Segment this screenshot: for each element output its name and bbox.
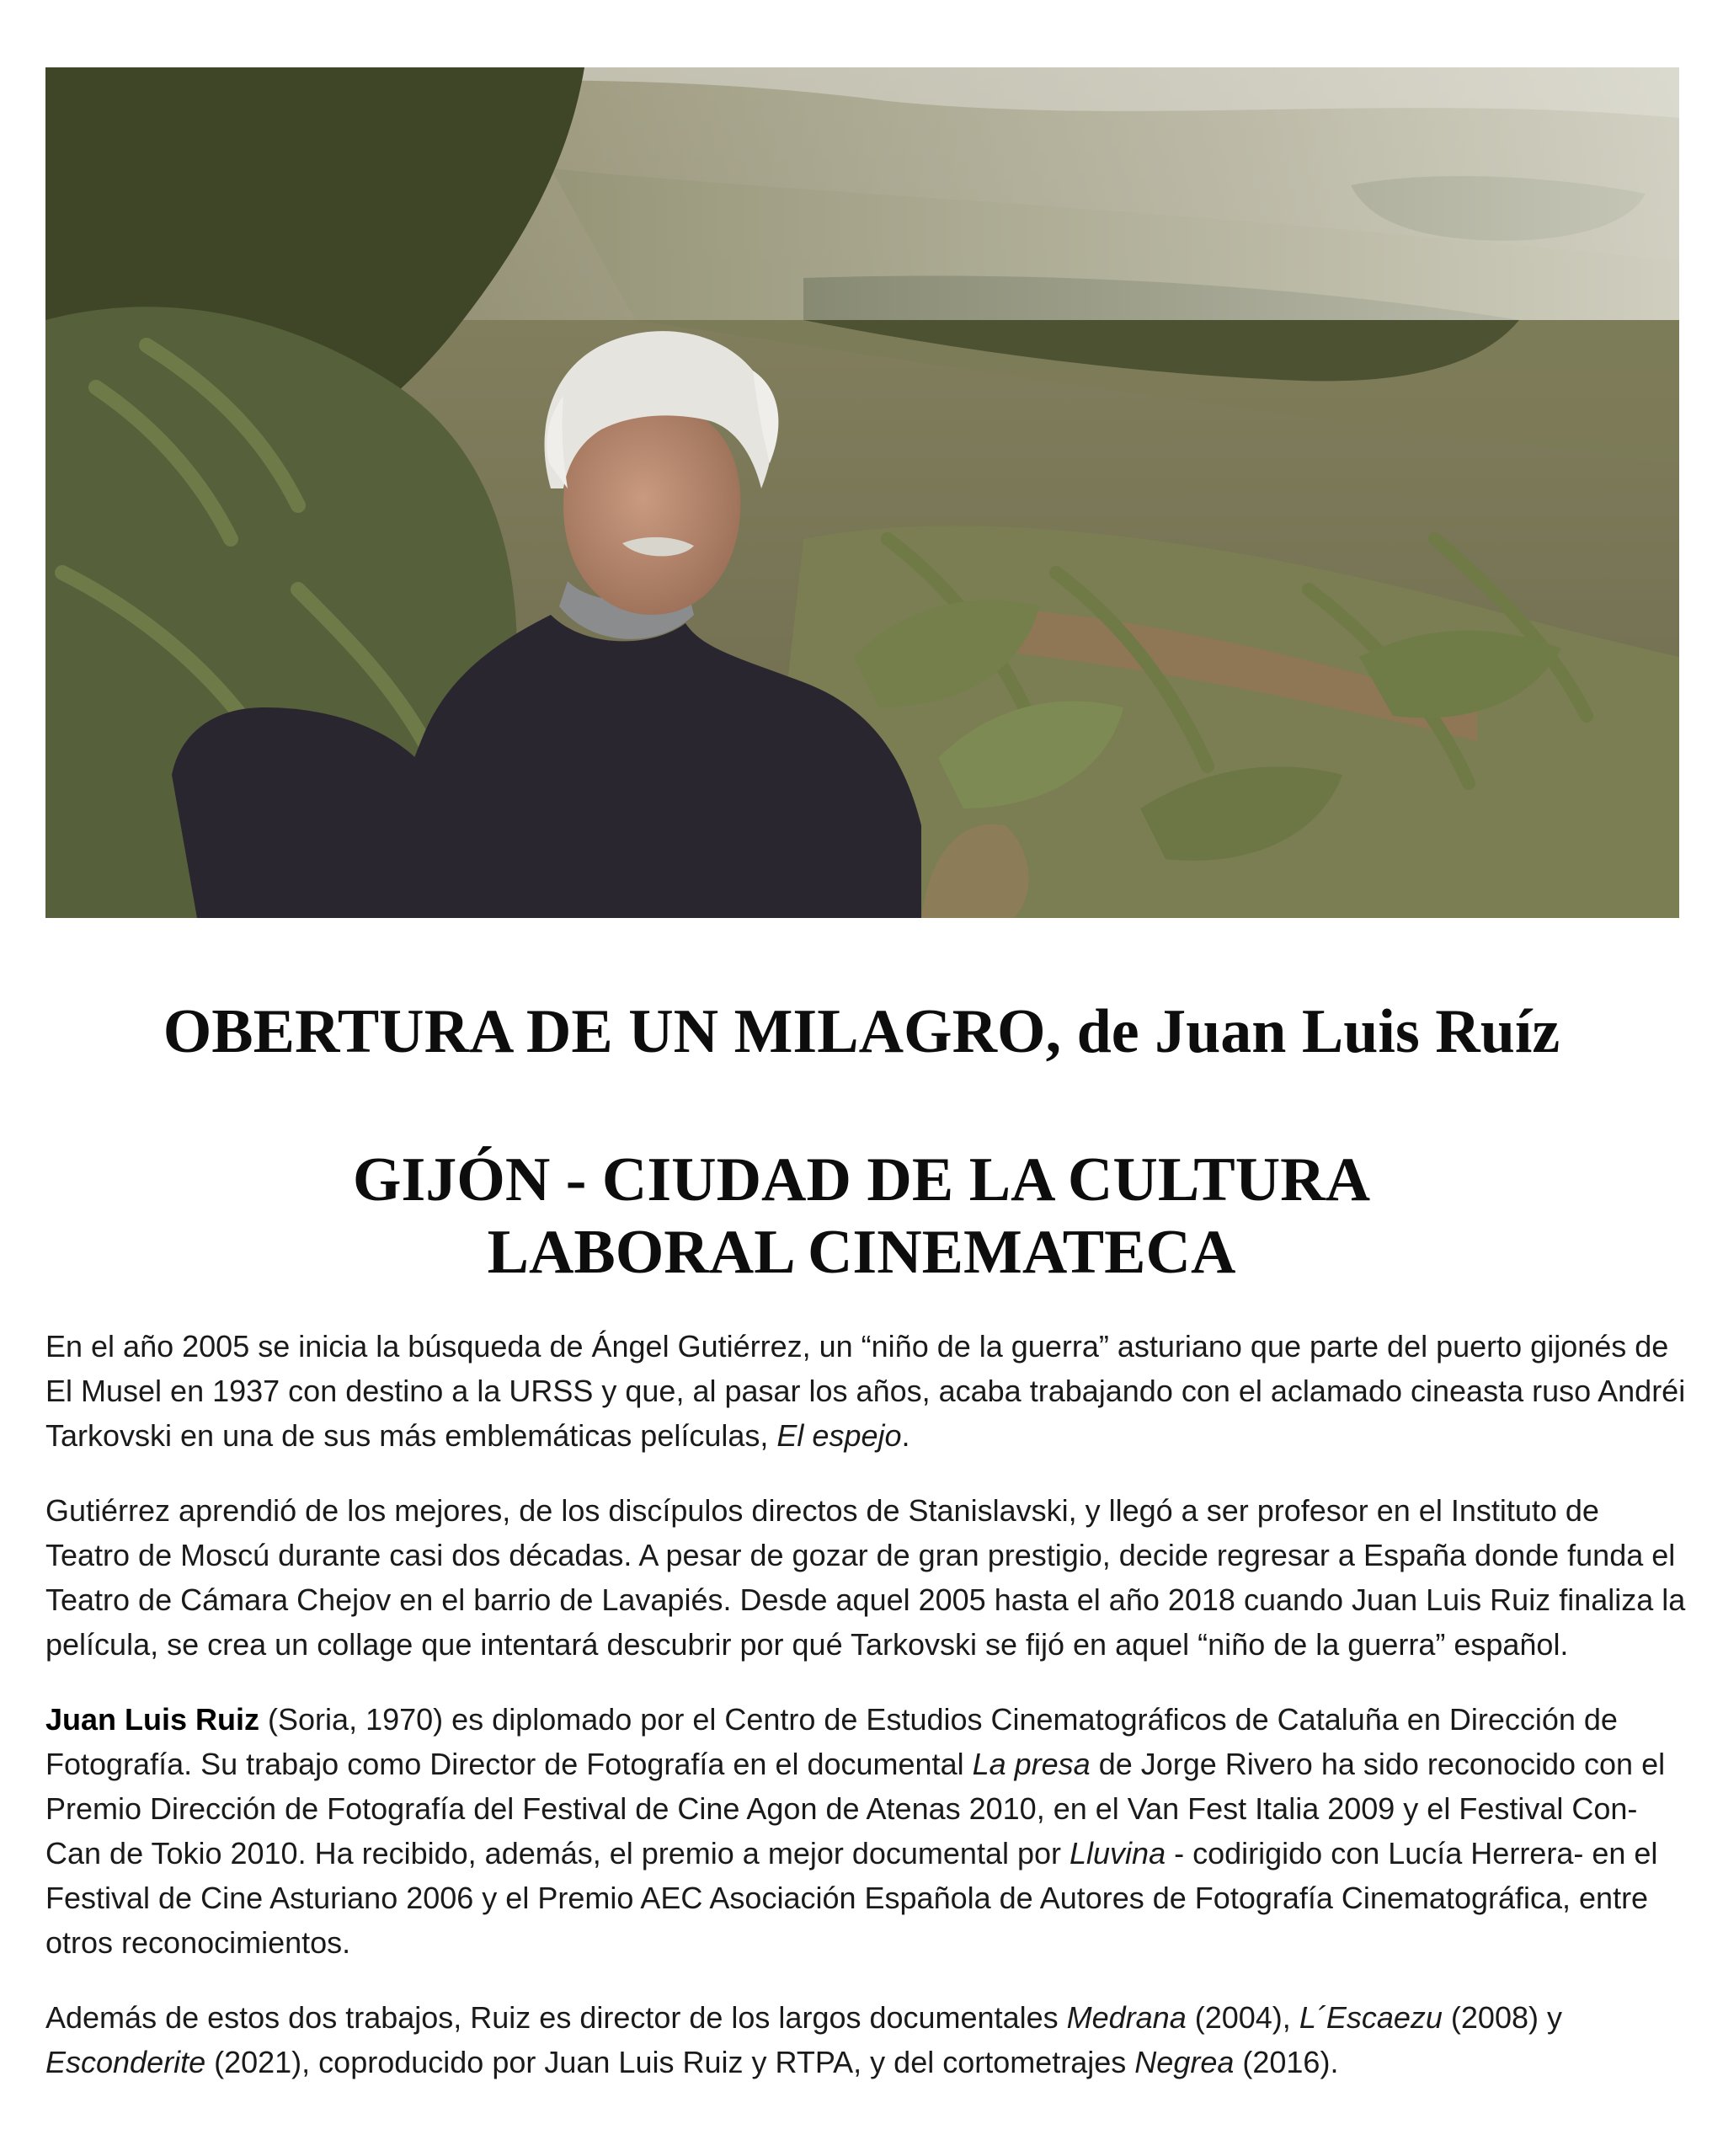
paragraph-4 bbox=[45, 1995, 1688, 2084]
hero-photo bbox=[45, 67, 1679, 918]
title-subtitle-line2: LABORAL CINEMATECA bbox=[487, 1218, 1236, 1287]
title-subtitle bbox=[0, 1144, 1723, 1289]
hero-illustration bbox=[45, 67, 1679, 918]
title-main: OBERTURA DE UN MILAGRO, de Juan Luis Ruíz bbox=[163, 997, 1560, 1066]
film-title-lluvina: Lluvina bbox=[1070, 1836, 1166, 1870]
film-title-medrana: Medrana bbox=[1066, 2000, 1187, 2035]
film-title-la-presa: La presa bbox=[972, 1747, 1091, 1781]
article-body bbox=[45, 1324, 1688, 2115]
paragraph-1-text: En el año 2005 se inicia la búsqueda de Ángel Gutiérrez, un “niño de la guerra” asturiano que parte del puerto gijonés de El Musel en 1937 con destino a la URSS y que, al pasar los años, acaba trabajando con el aclamado cineasta ruso Andréi Tarkovski en una de sus más emblemáticas películas, bbox=[45, 1329, 1686, 1453]
paragraph-3-text-3: - codirigido con Lucía Herrera- en el Festival de Cine Asturiano 2006 y el Premio AEC Asociación Española de Autores de Fotografía Cinematográfica, entre otros reconocimientos. bbox=[45, 1836, 1658, 1960]
director-name: Juan Luis Ruiz bbox=[45, 1702, 260, 1737]
film-title-lescaezu: L´Escaezu bbox=[1299, 2000, 1443, 2035]
paragraph-3-text-2: de Jorge Rivero ha sido reconocido con el Premio Dirección de Fotografía del Festival de Cine Agon de Atenas 2010, en el Van Fest Italia 2009 y el Festival Con-Can de Tokio 2010. Ha recibido, además, el premio a mejor documental por bbox=[45, 1747, 1666, 1870]
paragraph-3-text-1: (Soria, 1970) es diplomado por el Centro de Estudios Cinematográficos de Cataluña en Dirección de Fotografía. Su trabajo como Director de Fotografía en el documental bbox=[45, 1702, 1618, 1781]
paragraph-4-text-5: (2016). bbox=[1234, 2045, 1339, 2079]
film-title-el-espejo: El espejo bbox=[776, 1418, 902, 1453]
paragraph-4-text-2: (2004), bbox=[1186, 2000, 1299, 2035]
paragraph-4-text-4: (2021), coproducido por Juan Luis Ruiz y RTPA, y del cortometrajes bbox=[205, 2045, 1135, 2079]
paragraph-4-text-1: Además de estos dos trabajos, Ruiz es director de los largos documentales bbox=[45, 2000, 1067, 2035]
paragraph-4-text-3: (2008) y bbox=[1442, 2000, 1562, 2035]
paragraph-2: Gutiérrez aprendió de los mejores, de los discípulos directos de Stanislavski, y llegó a ser profesor en el Instituto de Teatro de Moscú durante casi dos décadas. A pesar de gozar de gran prestigio, decide regresar a España donde funda el Teatro de Cámara Chejov en el barrio de Lavapiés. Desde aquel 2005 hasta el año 2018 cuando Juan Luis Ruiz finaliza la película, se crea un collage que intentará descubrir por qué Tarkovski se fijó en aquel “niño de la guerra” español. bbox=[45, 1493, 1686, 1662]
film-title-negrea: Negrea bbox=[1134, 2045, 1235, 2079]
film-title-esconderite: Esconderite bbox=[45, 2045, 206, 2079]
paragraph-1 bbox=[45, 1324, 1688, 1458]
paragraph-3 bbox=[45, 1697, 1688, 1965]
title-subtitle-line1: GIJÓN - CIUDAD DE LA CULTURA bbox=[352, 1145, 1371, 1214]
paragraph-1-end: . bbox=[901, 1418, 910, 1453]
